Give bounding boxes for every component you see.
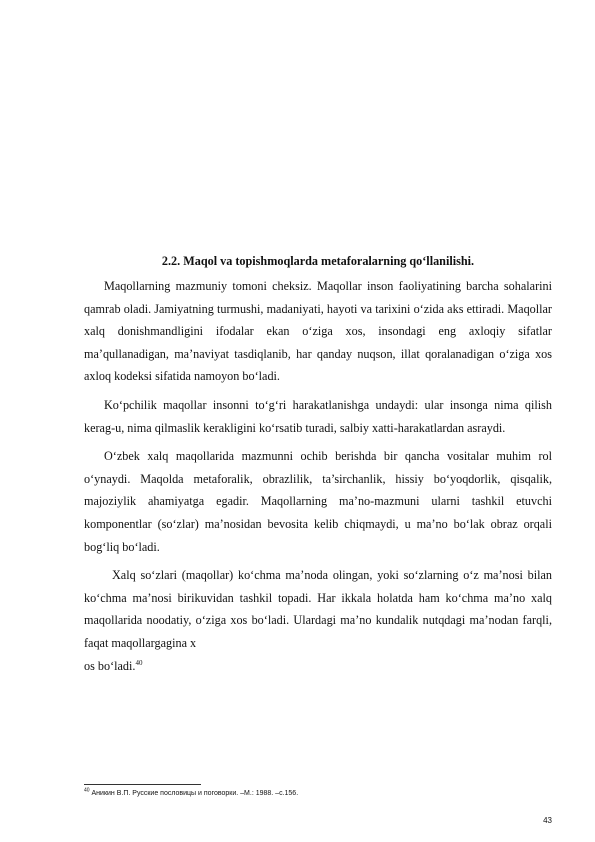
- footnote-divider: [84, 784, 201, 785]
- footnote-reference: 40: [135, 658, 143, 667]
- page-number: 43: [543, 816, 552, 825]
- tail-text: os bo‘ladi.: [84, 658, 136, 673]
- body-text: [84, 275, 552, 677]
- footnote: [84, 789, 552, 799]
- paragraph-3: O‘zbek xalq maqollarida mazmunni ochib berishda bir qancha vositalar muhim rol o‘ynaydi. Maqolda metaforalik, obrazlilik, ta’sirchanlik, hissiy bo‘yoqdorlik, qisqalik, majoziylik ahamiyatga egadir. Maqollarning ma’no-mazmuni ularni tashkil etuvchi komponentlar (so‘zlar) ma’nosidan bevosita kelib chiqmaydi, u ma’no bo‘lak obraz orqali bog‘liq bo‘ladi.: [84, 449, 552, 554]
- paragraph-2: Ko‘pchilik maqollar insonni to‘g‘ri harakatlanishga undaydi: ular insonga nima qilish kerag-u, nima qilmaslik kerakligini ko‘rsatib turadi, salbiy xatti-harakatlardan asraydi.: [84, 397, 552, 435]
- footnote-number: 40: [84, 787, 90, 794]
- paragraph-4: Xalq so‘zlari (maqollar) ko‘chma ma’noda olingan, yoki so‘zlarning o‘z ma’nosi bilan ko‘chma ma’nosi birikuvidan tashkil topadi. Har ikkala holatda ham ko‘chma ma’no xalq maqollarida noodatiy, o‘ziga xos bo‘ladi. Ulardagi ma’no kundalik nutqdagi ma’nodan farqli, faqat maqollargagina x: [84, 568, 552, 650]
- section-title: 2.2. Maqol va topishmoqlarda metaforalarning qo‘llanilishi.: [161, 254, 475, 268]
- paragraph-4-tail: [84, 655, 552, 678]
- footnote-text: Аникин В.П. Русские пословицы и поговорки. –М.: 1988. –с.156.: [91, 790, 299, 797]
- paragraph-1: Maqollarning mazmuniy tomoni cheksiz. Maqollar inson faoliyatining barcha sohalarini qamrab oladi. Jamiyatning turmushi, madaniyati, hayoti va tarixini o‘zida aks ettiradi. Maqollar xalq donishmandligini ifodalar ekan o‘ziga xos, insondagi eng axloqiy sifatlar ma’qullanadigan, ma’naviyat tasdiqlanib, har qanday nuqson, illat qoralanadigan o‘ziga xos axloq kodeksi sifatida namoyon bo‘ladi.: [84, 279, 552, 384]
